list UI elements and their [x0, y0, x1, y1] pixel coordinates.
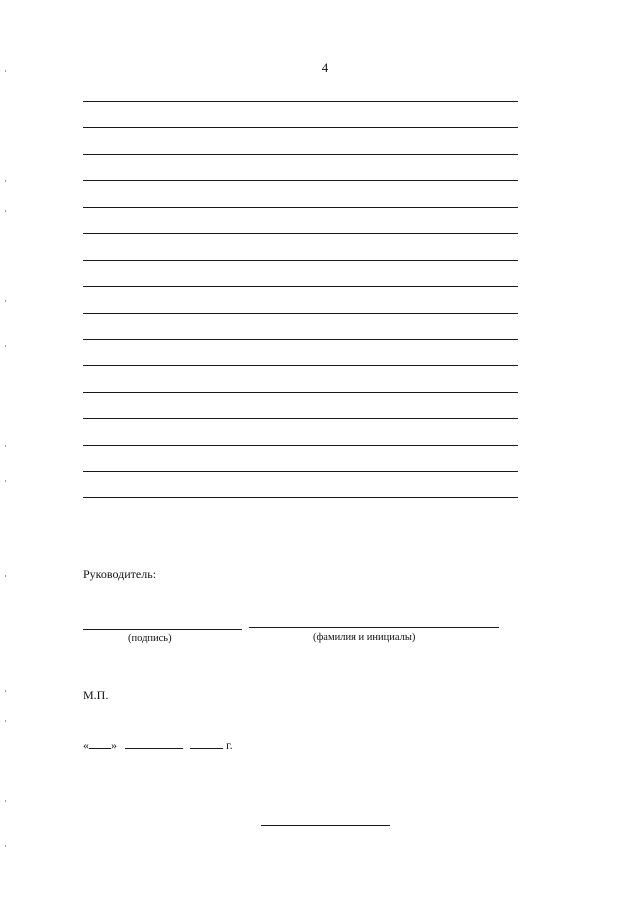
signatory-label: Руководитель:	[83, 567, 157, 581]
ruled-line	[83, 233, 518, 234]
ruled-line	[83, 313, 518, 314]
date-close-quote: »	[111, 738, 117, 752]
year-blank	[190, 738, 223, 749]
ruled-line	[83, 418, 518, 419]
ruled-line	[83, 471, 518, 472]
year-suffix: г.	[226, 738, 233, 752]
binding-edge-marks	[5, 0, 6, 905]
ruled-line	[83, 445, 518, 446]
ruled-line	[83, 392, 518, 393]
signature-line	[83, 629, 242, 630]
name-line	[249, 627, 499, 628]
day-blank	[89, 738, 111, 749]
ruled-line	[83, 207, 518, 208]
ruled-line	[83, 365, 518, 366]
closing-separator	[261, 825, 390, 826]
ruled-line	[83, 260, 518, 261]
month-blank	[125, 738, 183, 749]
ruled-line	[83, 286, 518, 287]
ruled-line	[83, 180, 518, 181]
page-number: 4	[321, 60, 329, 75]
date-row	[83, 738, 233, 753]
stamp-label: М.П.	[83, 688, 109, 702]
name-caption: (фамилия и инициалы)	[313, 632, 416, 643]
ruled-line	[83, 339, 518, 340]
ruled-line	[83, 101, 518, 102]
ruled-line	[83, 127, 518, 128]
ruled-line	[83, 154, 518, 155]
ruled-line	[83, 497, 518, 498]
signature-caption: (подпись)	[128, 633, 172, 644]
date-open-quote: «	[83, 738, 89, 752]
